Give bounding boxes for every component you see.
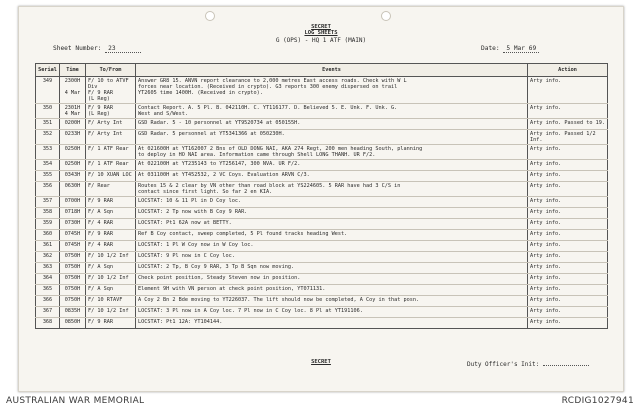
- cell-serial: 363: [36, 263, 60, 274]
- sheet-number-field: [53, 45, 141, 53]
- cell-tofrom: F/ A Sqn: [86, 263, 136, 274]
- table-row: [36, 77, 608, 104]
- cell-serial: 355: [36, 171, 60, 182]
- cell-event: LOCSTAT: 10 & 11 Pl in D Coy loc.: [136, 197, 528, 208]
- cell-tofrom: F/ 10 RTAVF: [86, 296, 136, 307]
- table-row: [36, 119, 608, 130]
- cell-action: Arty info.: [528, 307, 608, 318]
- cell-action: Arty info. Passed 1/2 Inf.: [528, 130, 608, 145]
- cell-serial: 350: [36, 104, 60, 119]
- table-row: [36, 171, 608, 182]
- cell-tofrom: F/ 9 RAR: [86, 318, 136, 329]
- cell-serial: 349: [36, 77, 60, 104]
- cell-serial: 367: [36, 307, 60, 318]
- date-field: [481, 45, 539, 53]
- table-row: [36, 252, 608, 263]
- date-value: 5 Mar 69: [503, 45, 539, 53]
- table-row: [36, 318, 608, 329]
- cell-action: Arty info.: [528, 104, 608, 119]
- cell-event: Contact Report. A. 5 Pl. B. 042110H. C. YT116177. D. Believed 5. E. Unk. F. Unk. G. West and S/West.: [136, 104, 528, 119]
- table-row: [36, 263, 608, 274]
- sheet-header: [19, 24, 623, 44]
- table-row: [36, 296, 608, 307]
- duty-officer-signature-line: [543, 359, 589, 366]
- archive-caption: AUSTRALIAN WAR MEMORIAL: [6, 396, 145, 406]
- cell-serial: 356: [36, 182, 60, 197]
- cell-serial: 351: [36, 119, 60, 130]
- table-row: [36, 230, 608, 241]
- cell-tofrom: F/ 10 1/2 Inf: [86, 274, 136, 285]
- column-header-events: Events: [136, 64, 528, 77]
- cell-event: Check point position, Steady Steven now in position.: [136, 274, 528, 285]
- cell-tofrom: F/ 10 to ATVF Div F/ 9 RAR (L Reg): [86, 77, 136, 104]
- table-row: [36, 197, 608, 208]
- cell-action: Arty info.: [528, 160, 608, 171]
- table-row: [36, 182, 608, 197]
- cell-time: 0233H: [60, 130, 86, 145]
- table-row: [36, 274, 608, 285]
- cell-action: Arty info.: [528, 182, 608, 197]
- table-row: [36, 307, 608, 318]
- subtitle: G (OPS) - HQ 1 ATF (MAIN): [275, 37, 367, 44]
- cell-tofrom: F/ 10 XUAN LOC: [86, 171, 136, 182]
- cell-event: At 022100H at YT235143 to YT256147, 300 NVA. UR F/2.: [136, 160, 528, 171]
- cell-time: 0730H: [60, 219, 86, 230]
- cell-time: 0750H: [60, 263, 86, 274]
- cell-action: Arty info.: [528, 274, 608, 285]
- cell-time: 0745H: [60, 230, 86, 241]
- cell-time: 0630H: [60, 182, 86, 197]
- cell-tofrom: F/ A Sqn: [86, 208, 136, 219]
- cell-serial: 353: [36, 145, 60, 160]
- classification-bottom: SECRET: [311, 359, 331, 365]
- cell-event: GSD Radar. 5 - 10 personnel at YT9520734 at 050155H.: [136, 119, 528, 130]
- cell-event: At 031100H at YT452532, 2 VC Coys. Evaluation ARVN C/3.: [136, 171, 528, 182]
- cell-tofrom: F/ 9 RAR: [86, 230, 136, 241]
- cell-serial: 359: [36, 219, 60, 230]
- cell-action: Arty info.: [528, 252, 608, 263]
- cell-action: Arty info.: [528, 285, 608, 296]
- cell-serial: 360: [36, 230, 60, 241]
- cell-time: 0750H: [60, 274, 86, 285]
- log-table-body: [36, 77, 608, 329]
- cell-tofrom: F/ Arty Int: [86, 119, 136, 130]
- cell-tofrom: F/ 10 1/2 Inf: [86, 252, 136, 263]
- cell-event: Routes 15 & 2 clear by VN other than road block at YS224605. 5 RAR have had 3 C/S in contact since first light. So far 2 en KIA.: [136, 182, 528, 197]
- cell-event: LOCSTAT: 9 Pl now in C Coy loc.: [136, 252, 528, 263]
- table-row: [36, 241, 608, 252]
- cell-action: Arty info.: [528, 197, 608, 208]
- cell-action: Arty info.: [528, 145, 608, 160]
- cell-time: 0835H: [60, 307, 86, 318]
- table-row: [36, 104, 608, 119]
- column-header-serial: Serial: [36, 64, 60, 77]
- cell-event: LOCSTAT: Pt1 62A now at BETTY.: [136, 219, 528, 230]
- cell-time: 0343H: [60, 171, 86, 182]
- cell-tofrom: F/ 10 1/2 Inf: [86, 307, 136, 318]
- cell-event: Element 9H with VN person at check point position, YT071131.: [136, 285, 528, 296]
- cell-serial: 361: [36, 241, 60, 252]
- cell-time: 0700H: [60, 197, 86, 208]
- cell-event: At 021600H at YT162007 2 Bns of OLD DONG NAI, AKA 274 Regt, 200 men heading South, planning to deploy in HO NAI area. Information came through Shell LONG THANH. UR F/2.: [136, 145, 528, 160]
- cell-serial: 357: [36, 197, 60, 208]
- cell-tofrom: F/ 4 RAR: [86, 241, 136, 252]
- table-row: [36, 160, 608, 171]
- cell-event: GSD Radar. 5 personnel at YT5341366 at 050230H.: [136, 130, 528, 145]
- cell-tofrom: F/ 4 RAR: [86, 219, 136, 230]
- cell-action: Arty info.: [528, 241, 608, 252]
- cell-serial: 358: [36, 208, 60, 219]
- log-sheet: [18, 6, 624, 392]
- cell-action: Arty info.: [528, 230, 608, 241]
- date-label: Date:: [481, 45, 500, 52]
- column-header-time: Time: [60, 64, 86, 77]
- classification-top: SECRET: [311, 24, 331, 30]
- duty-officer-init: [467, 359, 589, 368]
- cell-action: Arty info.: [528, 171, 608, 182]
- sheet-number-value: 23: [105, 45, 141, 53]
- cell-time: 2301H 4 Mar: [60, 104, 86, 119]
- cell-serial: 366: [36, 296, 60, 307]
- cell-event: LOCSTAT: Pt1 12A: YT104144.: [136, 318, 528, 329]
- cell-tofrom: F/ 9 RAR: [86, 197, 136, 208]
- cell-tofrom: F/ A Sqn: [86, 285, 136, 296]
- cell-action: Arty info.: [528, 318, 608, 329]
- cell-event: LOCSTAT: 2 Tp, B Coy 9 RAR, 3 Tp B Sqn now moving.: [136, 263, 528, 274]
- cell-time: 0745H: [60, 241, 86, 252]
- column-header-action: Action: [528, 64, 608, 77]
- cell-time: 0750H: [60, 296, 86, 307]
- sheet-number-label: Sheet Number:: [53, 45, 102, 52]
- table-row: [36, 285, 608, 296]
- cell-serial: 352: [36, 130, 60, 145]
- cell-event: Ref B Coy contact, sweep completed, 5 Pl found tracks heading West.: [136, 230, 528, 241]
- table-row: [36, 219, 608, 230]
- archive-reference: RCDIG1027941: [561, 396, 634, 406]
- cell-tofrom: F/ 9 RAR (L Reg): [86, 104, 136, 119]
- column-header-tofrom: To/From: [86, 64, 136, 77]
- cell-action: Arty info.: [528, 263, 608, 274]
- cell-action: Arty info. Passed to 19.: [528, 119, 608, 130]
- table-row: [36, 208, 608, 219]
- cell-serial: 365: [36, 285, 60, 296]
- cell-time: 0850H: [60, 318, 86, 329]
- log-table: [35, 63, 608, 329]
- cell-serial: 354: [36, 160, 60, 171]
- cell-serial: 368: [36, 318, 60, 329]
- cell-time: 0200H: [60, 119, 86, 130]
- cell-serial: 364: [36, 274, 60, 285]
- cell-tofrom: F/ Rear: [86, 182, 136, 197]
- cell-tofrom: F/ 1 ATF Rear: [86, 145, 136, 160]
- duty-officer-label: Duty Officer's Init:: [467, 361, 540, 368]
- cell-time: 2300H 4 Mar: [60, 77, 86, 104]
- table-row: [36, 130, 608, 145]
- cell-action: Arty info.: [528, 208, 608, 219]
- cell-event: A Coy 2 Bn 2 Bde moving to YT226037. The lift should now be completed, A Coy in that posn.: [136, 296, 528, 307]
- cell-action: Arty info.: [528, 296, 608, 307]
- cell-tofrom: F/ Arty Int: [86, 130, 136, 145]
- cell-time: 0250H: [60, 145, 86, 160]
- punch-hole: [205, 11, 215, 21]
- cell-time: 0750H: [60, 285, 86, 296]
- cell-action: Arty info.: [528, 219, 608, 230]
- log-title: LOG SHEETS: [304, 30, 338, 36]
- cell-event: LOCSTAT: 3 Pl now in A Coy loc. 7 Pl now in C Coy loc. 8 Pl at YT191106.: [136, 307, 528, 318]
- cell-event: Answer GR8 15. ANVN report clearance to 2,000 metres East access roads. Check with W L forces near location. (Received in crypto). G3 reports 300 enemy dispersed on trail YT2605 time 1400H. (Received in crypto).: [136, 77, 528, 104]
- cell-time: 0250H: [60, 160, 86, 171]
- cell-tofrom: F/ 1 ATF Rear: [86, 160, 136, 171]
- cell-event: LOCSTAT: 2 Tp now with B Coy 9 RAR.: [136, 208, 528, 219]
- cell-action: Arty info.: [528, 77, 608, 104]
- cell-time: 0718H: [60, 208, 86, 219]
- punch-hole: [381, 11, 391, 21]
- cell-time: 0750H: [60, 252, 86, 263]
- table-header-row: [36, 64, 608, 77]
- cell-event: LOCSTAT: 1 Pl W Coy now in W Coy loc.: [136, 241, 528, 252]
- table-row: [36, 145, 608, 160]
- cell-serial: 362: [36, 252, 60, 263]
